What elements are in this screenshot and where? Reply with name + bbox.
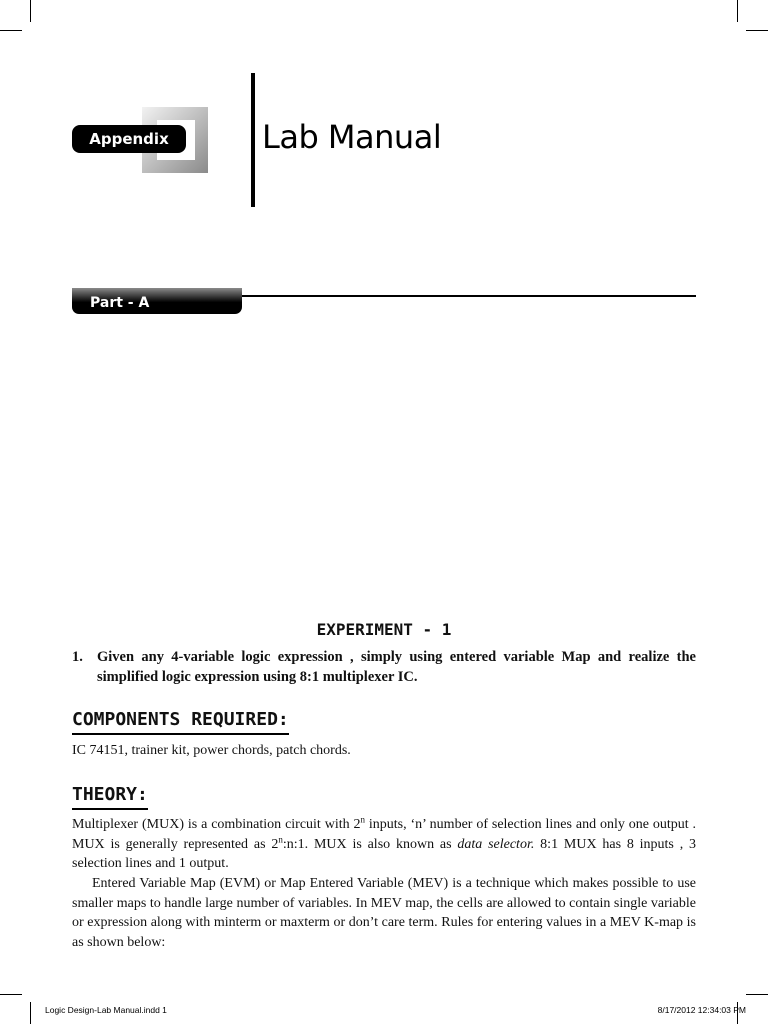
theory-paragraph-2: Entered Variable Map (EVM) or Map Entered Variable (MEV) is a technique which makes possible to use smaller maps to handle large number of variables. In MEV map, the cells are allowed to contain single variable or expression along with minterm or maxterm or don’t care term. Rules for entering values in a MEV K-map is as shown below:	[72, 876, 696, 950]
data-selector-term: data selector.	[457, 836, 535, 852]
components-heading: COMPONENTS REQUIRED:	[72, 709, 289, 735]
components-text: IC 74151, trainer kit, power chords, patch chords.	[72, 743, 351, 758]
theory-paragraph-1: Multiplexer (MUX) is a combination circuit with 2$^n$ inputs, ‘n’ number of selection lines and only one output . MUX is generally represented as 2$^n$:n:1. MUX is also known as data selector. 8:1 MUX has 8 inputs , 3 selection lines and 1 output.	[72, 814, 697, 871]
title-divider	[251, 73, 255, 207]
crop-mark-top-right-v	[737, 0, 738, 22]
footer-filename: Logic Design-Lab Manual.indd 1	[45, 1005, 167, 1015]
page-title: Lab Manual	[262, 118, 442, 156]
part-rule	[240, 295, 696, 297]
crop-mark-bottom-right-h	[746, 994, 768, 995]
part-badge: Part - A	[72, 288, 242, 314]
question-number: 1.	[72, 649, 83, 665]
theory-heading: THEORY:	[72, 784, 148, 810]
experiment-title: EXPERIMENT - 1	[316, 620, 452, 639]
crop-mark-top-left-h	[0, 30, 22, 31]
footer-timestamp: 8/17/2012 12:34:03 PM	[657, 1005, 746, 1015]
crop-mark-bottom-left-v	[30, 1002, 31, 1024]
appendix-badge: Appendix	[72, 125, 186, 153]
question-text: Given any 4-variable logic expression , simply using entered variable Map and realize the simplified logic expression using 8:1 multiplexer IC.	[97, 649, 696, 685]
crop-mark-top-right-h	[746, 30, 768, 31]
crop-mark-top-left-v	[30, 0, 31, 22]
question-item	[72, 648, 696, 687]
crop-mark-bottom-left-h	[0, 994, 22, 995]
